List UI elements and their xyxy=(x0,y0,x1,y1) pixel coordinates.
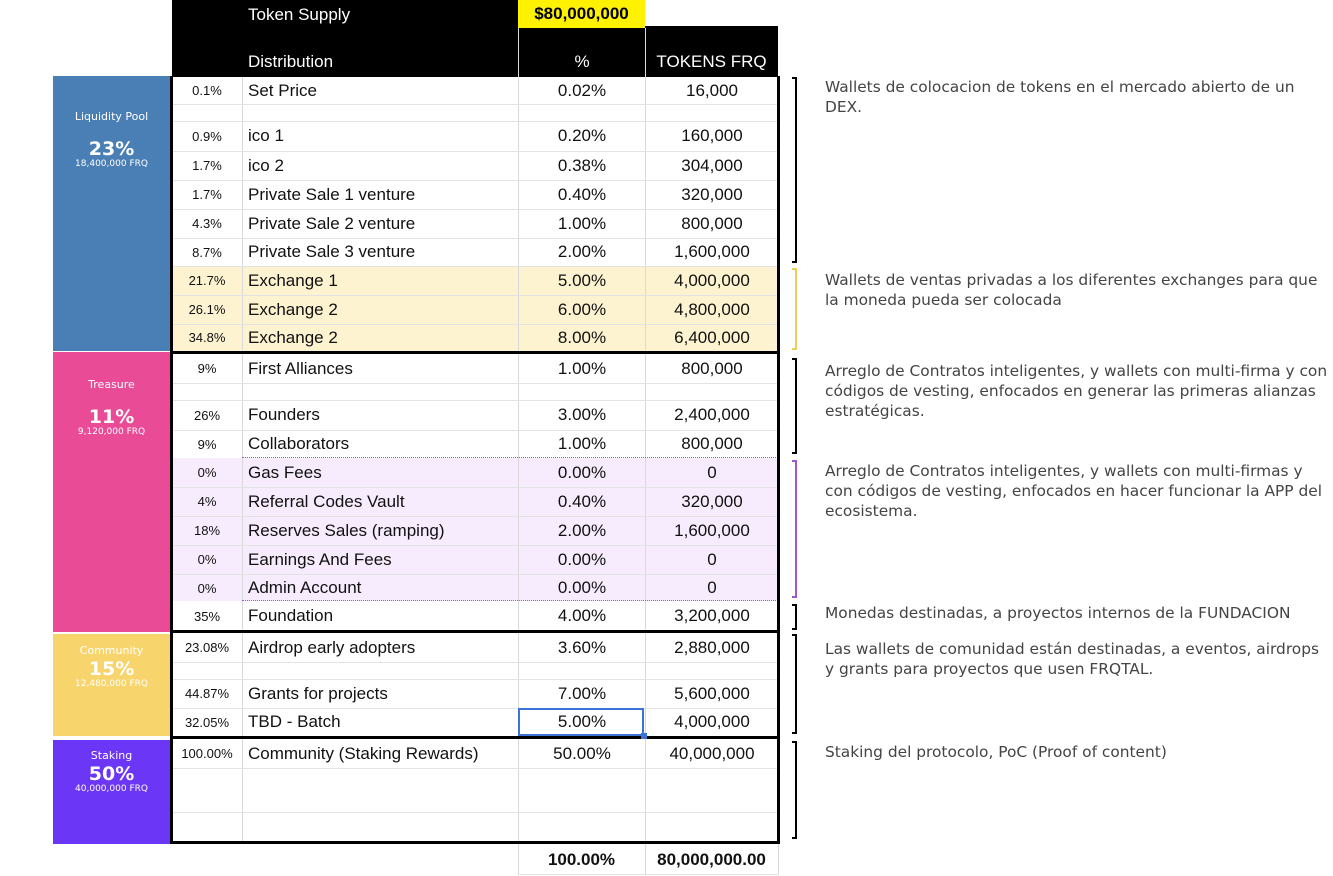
row-sub-percent[interactable]: 0% xyxy=(197,465,217,480)
row-name[interactable]: Private Sale 3 venture xyxy=(248,242,416,261)
table-row xyxy=(172,77,778,104)
table-row xyxy=(172,238,778,266)
table-row xyxy=(172,400,778,430)
table-row xyxy=(172,209,778,238)
row-tokens[interactable]: 4,800,000 xyxy=(674,299,750,319)
note-app: Arreglo de Contratos inteligentes, y wallets con multi-firmas y con códigos de vesting, enfocados en hacer funcionar la APP del ecosistema. xyxy=(825,462,1322,520)
row-tokens[interactable]: 160,000 xyxy=(681,126,743,145)
table-row xyxy=(172,516,778,545)
note-foundation: Monedas destinadas, a proyectos internos de la FUNDACION xyxy=(825,604,1291,622)
row-sub-percent[interactable]: 18% xyxy=(193,523,221,538)
category-name: Liquidity Pool xyxy=(74,110,149,123)
category-tokens: 12,480,000 FRQ xyxy=(75,679,148,689)
row-tokens[interactable]: 6,400,000 xyxy=(674,327,750,347)
table-row xyxy=(172,430,778,458)
row-sub-percent[interactable]: 1.7% xyxy=(192,158,222,173)
row-percent[interactable]: 1.00% xyxy=(557,434,607,453)
category-liquidity-pool xyxy=(53,76,170,351)
column-header-tokens: TOKENS FRQ xyxy=(656,52,767,71)
row-sub-percent[interactable]: 0.1% xyxy=(192,83,222,98)
row-tokens[interactable]: 320,000 xyxy=(681,491,743,511)
row-tokens[interactable]: 3,200,000 xyxy=(674,606,750,625)
row-name[interactable]: Airdrop early adopters xyxy=(248,637,416,657)
row-percent[interactable]: 3.00% xyxy=(557,405,607,424)
row-name[interactable]: Collaborators xyxy=(248,434,350,453)
row-tokens[interactable]: 4,000,000 xyxy=(674,712,750,731)
category-staking xyxy=(53,740,170,844)
row-sub-percent[interactable]: 23.08% xyxy=(184,640,230,655)
table-row xyxy=(172,295,778,324)
table-row xyxy=(172,151,778,180)
row-name[interactable]: ico 1 xyxy=(248,126,284,145)
row-name[interactable]: Exchange 1 xyxy=(248,270,338,290)
row-tokens[interactable]: 0 xyxy=(707,549,717,569)
row-percent[interactable]: 5.00% xyxy=(557,712,607,731)
row-percent[interactable]: 1.00% xyxy=(557,358,607,378)
row-percent[interactable]: 7.00% xyxy=(557,683,607,703)
row-percent[interactable]: 0.00% xyxy=(557,578,607,597)
note-staking: Staking del protocolo, PoC (Proof of content) xyxy=(825,743,1167,761)
row-name[interactable]: Earnings And Fees xyxy=(248,549,392,569)
category-tokens: 40,000,000 FRQ xyxy=(75,784,148,794)
table-row xyxy=(172,602,778,630)
row-percent[interactable]: 50.00% xyxy=(553,743,611,763)
category-percent: 15% xyxy=(88,658,135,680)
row-tokens[interactable]: 800,000 xyxy=(681,434,743,453)
row-tokens[interactable]: 320,000 xyxy=(681,184,743,204)
bracket-community xyxy=(792,634,797,734)
bracket-staking xyxy=(792,741,797,839)
row-tokens[interactable]: 16,000 xyxy=(686,80,738,100)
row-name[interactable]: TBD - Batch xyxy=(248,712,341,731)
table-row xyxy=(172,266,778,295)
row-name[interactable]: Exchange 2 xyxy=(248,299,338,319)
row-tokens[interactable]: 2,880,000 xyxy=(674,637,750,657)
row-tokens[interactable]: 304,000 xyxy=(681,155,743,175)
row-tokens[interactable]: 5,600,000 xyxy=(674,683,750,703)
row-name[interactable]: Founders xyxy=(248,405,320,424)
row-sub-percent[interactable]: 26% xyxy=(193,407,221,423)
category-tokens: 18,400,000 FRQ xyxy=(75,159,148,169)
row-name[interactable]: Private Sale 2 venture xyxy=(248,213,416,233)
row-percent[interactable]: 2.00% xyxy=(557,520,607,540)
row-percent[interactable]: 6.00% xyxy=(557,299,607,319)
row-percent[interactable]: 0.40% xyxy=(557,184,607,204)
row-sub-percent[interactable]: 1.7% xyxy=(192,187,222,202)
category-percent: 50% xyxy=(88,763,135,785)
row-percent[interactable]: 5.00% xyxy=(557,270,607,290)
table-row xyxy=(172,679,778,708)
row-tokens[interactable]: 1,600,000 xyxy=(674,520,750,540)
column-header-pct: % xyxy=(574,52,590,71)
category-name: Treasure xyxy=(88,378,135,391)
table-row xyxy=(172,574,778,602)
bracket-exchanges xyxy=(792,268,797,350)
row-tokens[interactable]: 40,000,000 xyxy=(669,743,755,763)
row-tokens[interactable]: 800,000 xyxy=(681,358,743,378)
row-percent[interactable]: 0.20% xyxy=(557,126,607,145)
row-tokens[interactable]: 0 xyxy=(707,578,717,597)
row-name[interactable]: Admin Account xyxy=(248,578,362,597)
note-community: Las wallets de comunidad están destinadas, a eventos, airdrops y grants para proyectos que usen FRQTAL. xyxy=(825,640,1320,678)
table-row xyxy=(172,708,778,736)
bracket-dex xyxy=(792,77,797,263)
bracket-app xyxy=(792,460,797,598)
row-percent[interactable]: 2.00% xyxy=(557,242,607,261)
row-sub-percent[interactable]: 0% xyxy=(197,552,217,567)
row-percent[interactable]: 1.00% xyxy=(557,213,607,233)
category-percent: 23% xyxy=(88,138,135,160)
category-community xyxy=(53,634,170,736)
column-header-distribution: Distribution xyxy=(248,52,334,71)
row-sub-percent[interactable]: 35% xyxy=(193,608,221,624)
row-sub-percent[interactable]: 26.1% xyxy=(188,302,226,317)
row-sub-percent[interactable]: 4.3% xyxy=(192,216,222,231)
table-row xyxy=(172,324,778,351)
total-tokens[interactable]: 80,000,000.00 xyxy=(657,850,766,869)
row-sub-percent[interactable]: 9% xyxy=(197,361,217,376)
row-name[interactable]: Gas Fees xyxy=(248,462,322,482)
table-row xyxy=(172,487,778,516)
row-sub-percent[interactable]: 44.87% xyxy=(184,686,230,701)
row-percent[interactable]: 0.02% xyxy=(557,80,607,100)
row-sub-percent[interactable]: 0% xyxy=(197,580,217,596)
row-percent[interactable]: 8.00% xyxy=(557,327,607,347)
row-percent[interactable]: 0.00% xyxy=(557,462,607,482)
row-name[interactable]: Reserves Sales (ramping) xyxy=(248,520,445,540)
row-sub-percent[interactable]: 8.7% xyxy=(192,244,222,260)
row-name[interactable]: Referral Codes Vault xyxy=(248,491,405,511)
row-name[interactable]: Community (Staking Rewards) xyxy=(248,743,479,763)
row-sub-percent[interactable]: 100.00% xyxy=(181,746,233,761)
category-treasure xyxy=(53,352,170,632)
row-percent[interactable]: 4.00% xyxy=(557,606,607,625)
row-name[interactable]: Exchange 2 xyxy=(248,327,338,347)
bracket-foundation xyxy=(792,604,797,630)
category-name: Community xyxy=(79,644,144,657)
table-row xyxy=(172,545,778,574)
row-sub-percent[interactable]: 32.05% xyxy=(184,714,230,730)
row-percent[interactable]: 0.00% xyxy=(557,549,607,569)
row-name[interactable]: First Alliances xyxy=(248,358,353,378)
table-row xyxy=(172,180,778,209)
table-row xyxy=(172,121,778,151)
row-tokens[interactable]: 1,600,000 xyxy=(674,242,750,261)
category-percent: 11% xyxy=(88,406,135,428)
table-row xyxy=(172,739,778,768)
row-tokens[interactable]: 2,400,000 xyxy=(674,405,750,424)
row-tokens[interactable]: 0 xyxy=(707,462,717,482)
row-tokens[interactable]: 800,000 xyxy=(681,213,743,233)
row-percent[interactable]: 0.40% xyxy=(557,491,607,511)
row-percent[interactable]: 3.60% xyxy=(557,637,607,657)
bracket-alliances xyxy=(792,358,797,454)
token-supply-value[interactable]: $80,000,000 xyxy=(518,0,645,28)
row-sub-percent[interactable]: 4% xyxy=(197,494,217,509)
table-row xyxy=(172,633,778,662)
row-name[interactable]: ico 2 xyxy=(248,155,284,175)
row-sub-percent[interactable]: 9% xyxy=(197,436,217,452)
row-tokens[interactable]: 4,000,000 xyxy=(674,270,750,290)
table-row xyxy=(172,354,778,383)
note-alliances: Arreglo de Contratos inteligentes, y wallets con multi-firma y con códigos de vesting, enfocados en generar las primeras alianzas estratégicas. xyxy=(825,362,1328,420)
row-percent[interactable]: 0.38% xyxy=(557,155,607,175)
row-sub-percent[interactable]: 0.9% xyxy=(192,128,222,144)
row-name[interactable]: Set Price xyxy=(248,80,317,100)
table-row xyxy=(172,458,778,487)
row-name[interactable]: Private Sale 1 venture xyxy=(248,184,416,204)
category-name: Staking xyxy=(90,749,133,762)
row-sub-percent[interactable]: 34.8% xyxy=(188,330,226,345)
row-name[interactable]: Foundation xyxy=(248,606,334,625)
row-sub-percent[interactable]: 21.7% xyxy=(188,273,226,288)
note-dex: Wallets de colocacion de tokens en el mercado abierto de un DEX. xyxy=(825,78,1295,116)
category-tokens: 9,120,000 FRQ xyxy=(77,427,146,437)
note-exchanges: Wallets de ventas privadas a los diferentes exchanges para que la moneda pueda ser colocada xyxy=(825,271,1318,309)
row-name[interactable]: Grants for projects xyxy=(248,683,388,703)
token-supply-label: Token Supply xyxy=(248,5,351,24)
total-percent[interactable]: 100.00% xyxy=(547,850,616,869)
